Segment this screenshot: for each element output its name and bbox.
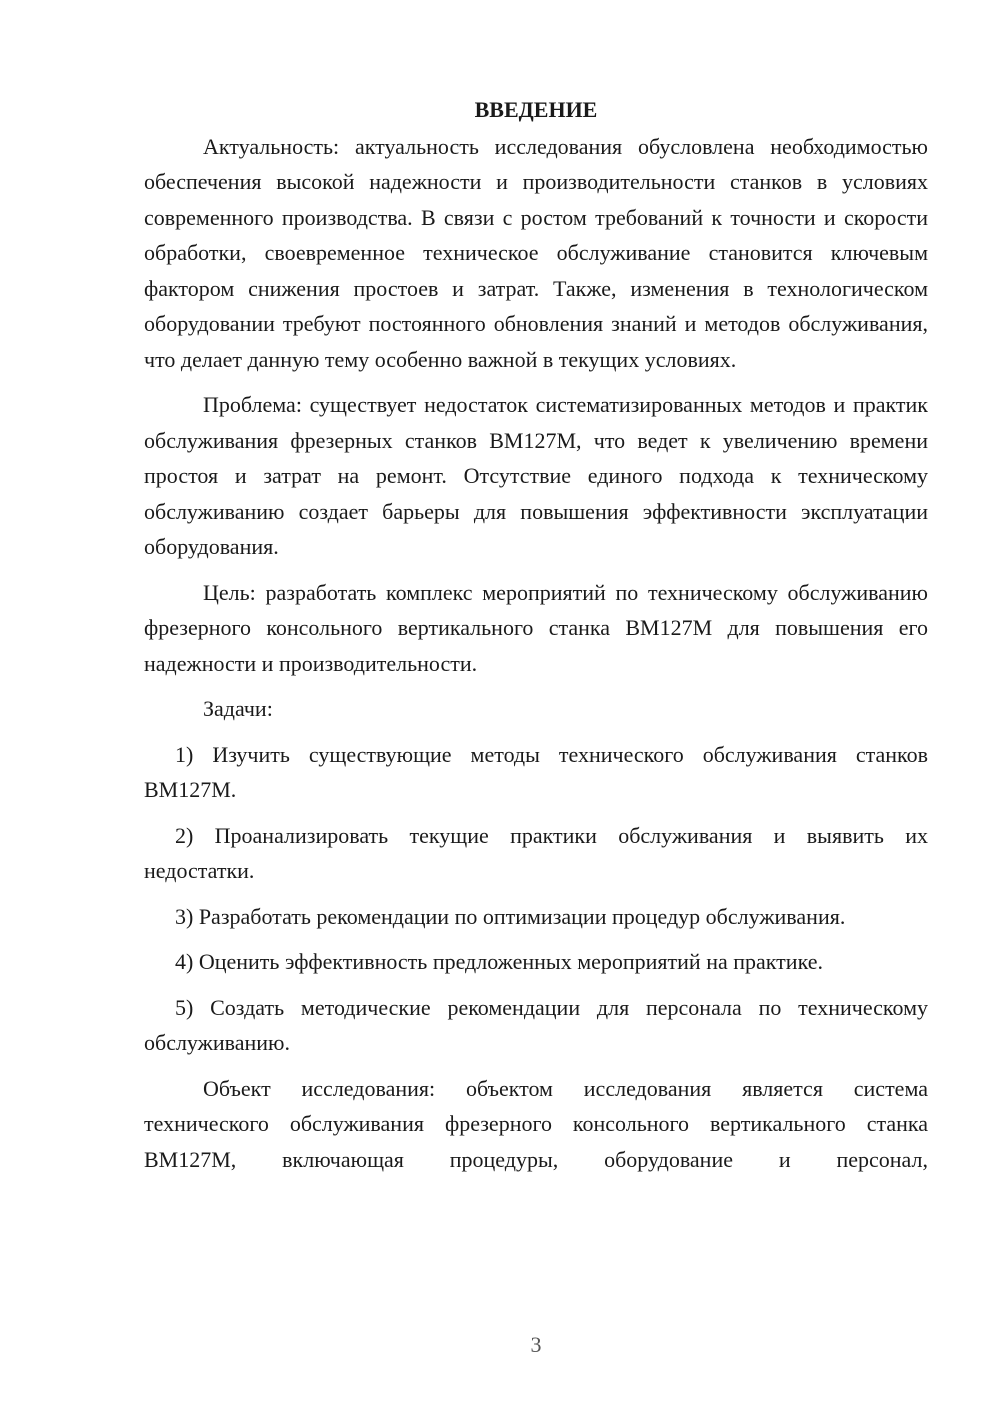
- paragraph-goal: Цель: разработать комплекс мероприятий по техническому обслуживанию фрезерного консольного вертикального станка ВМ127М для повышения его надежности и производительности.: [144, 579, 928, 676]
- section-heading: ВВЕДЕНИЕ: [474, 97, 598, 122]
- tasks-label: Задачи:: [203, 696, 273, 721]
- page-number: 3: [530, 1332, 542, 1357]
- task-item-3: 3) Разработать рекомендации по оптимизации процедур обслуживания.: [175, 903, 846, 929]
- task-item-2: 2) Проанализировать текущие практики обслуживания и выявить их недостатки.: [144, 822, 928, 883]
- paragraph-object: Объект исследования: объектом исследования является система технического обслуживания фрезерного консольного вертикального станка ВМ127М, включающая процедуры, оборудование и персонал,: [144, 1075, 928, 1172]
- task-item-5: 5) Создать методические рекомендации для персонала по техническому обслуживанию.: [144, 994, 928, 1055]
- paragraph-relevance: Актуальность: актуальность исследования обусловлена необходимостью обеспечения высокой надежности и производительности станков в условиях современного производства. В связи с ростом требований к точности и скорости обработки, своевременное техническое обслуживание становится ключевым фактором снижения простоев и затрат. Также, изменения в технологическом оборудовании требуют постоянного обновления знаний и методов обслуживания, что делает данную тему особенно важной в текущих условиях.: [144, 133, 928, 372]
- page-content: [144, 92, 928, 1177]
- paragraph-problem: Проблема: существует недостаток систематизированных методов и практик обслуживания фрезерных станков ВМ127М, что ведет к увеличению времени простоя и затрат на ремонт. Отсутствие единого подхода к техническому обслуживанию создает барьеры для повышения эффективности эксплуатации оборудования.: [144, 392, 928, 559]
- task-item-1: 1) Изучить существующие методы технического обслуживания станков ВМ127М.: [144, 741, 928, 802]
- task-item-4: 4) Оценить эффективность предложенных мероприятий на практике.: [175, 949, 823, 974]
